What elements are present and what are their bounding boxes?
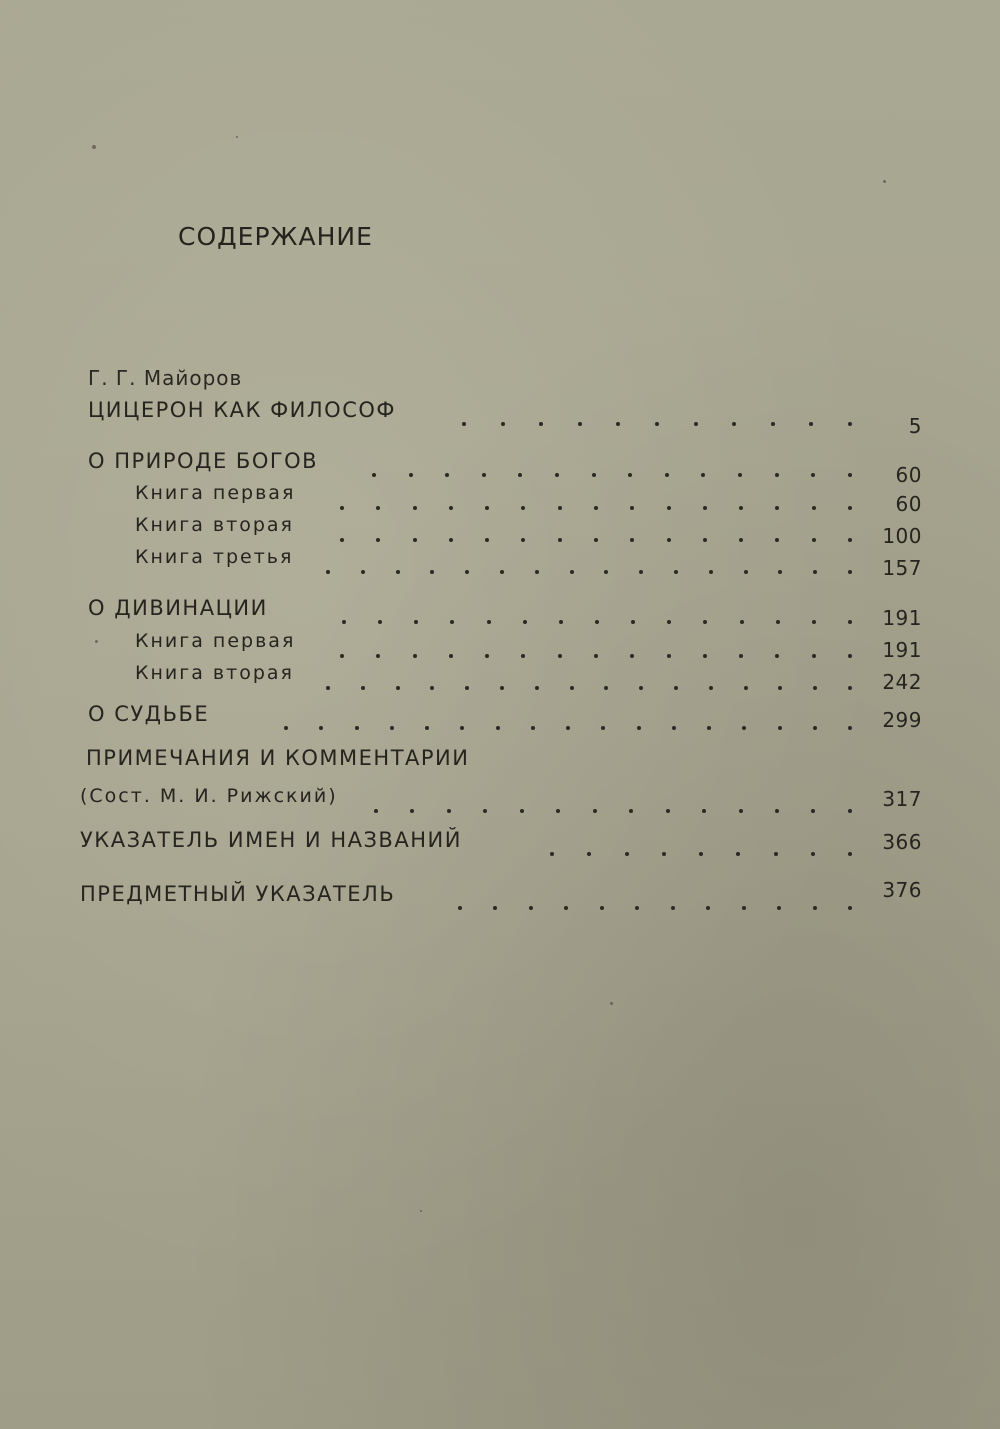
toc-entry-title: Книга вторая bbox=[135, 514, 294, 536]
toc-entry-title: Книга третья bbox=[135, 546, 294, 568]
paper-speck bbox=[420, 1210, 422, 1212]
toc-entry-title: (Сост. М. И. Рижский) bbox=[80, 785, 338, 807]
toc-entry-title: УКАЗАТЕЛЬ ИМЕН И НАЗВАНИЙ bbox=[80, 828, 462, 852]
dot-leader bbox=[340, 632, 852, 658]
dot-leader bbox=[374, 787, 852, 813]
toc-entry-title: ЦИЦЕРОН КАК ФИЛОСОФ bbox=[88, 398, 396, 422]
dot-leader bbox=[340, 516, 852, 542]
toc-entry-title: О ПРИРОДЕ БОГОВ bbox=[88, 449, 319, 473]
dot-leader bbox=[372, 451, 852, 477]
toc-entry-title: ПРЕДМЕТНЫЙ УКАЗАТЕЛЬ bbox=[80, 882, 396, 906]
toc-entry bbox=[0, 630, 1000, 664]
dot-leader bbox=[342, 598, 852, 624]
toc-entry bbox=[0, 828, 1000, 862]
contents-heading: СОДЕРЖАНИЕ bbox=[178, 222, 373, 251]
toc-entry bbox=[0, 662, 1000, 696]
toc-entry bbox=[0, 596, 1000, 630]
toc-entry-page: 366 bbox=[882, 830, 922, 854]
toc-entry-page: 191 bbox=[882, 606, 922, 630]
toc-entry-page: 299 bbox=[882, 708, 922, 732]
toc-entry-page: 60 bbox=[895, 463, 922, 487]
toc-entry-page: 376 bbox=[882, 878, 922, 902]
toc-entry bbox=[0, 449, 1000, 487]
paper-speck bbox=[610, 1002, 613, 1005]
toc-entry bbox=[0, 546, 1000, 580]
toc-entry bbox=[0, 878, 1000, 916]
toc-entry bbox=[0, 746, 1000, 780]
paper-speck bbox=[92, 145, 96, 149]
toc-entry-page: 60 bbox=[895, 492, 922, 516]
toc-entry-title: ПРИМЕЧАНИЯ И КОММЕНТАРИИ bbox=[86, 746, 470, 770]
toc-entry bbox=[0, 785, 1000, 819]
toc-entry-title: О СУДЬБЕ bbox=[88, 702, 210, 726]
dot-leader bbox=[340, 484, 852, 510]
toc-entry-title: О ДИВИНАЦИИ bbox=[88, 596, 268, 620]
dot-leader bbox=[550, 830, 852, 856]
dot-leader bbox=[326, 664, 852, 690]
toc-entry-title: Книга первая bbox=[135, 482, 296, 504]
toc-entry bbox=[0, 398, 1000, 438]
toc-entry bbox=[0, 702, 1000, 736]
paper-speck bbox=[95, 640, 98, 643]
toc-entry-page: 317 bbox=[882, 787, 922, 811]
dot-leader bbox=[326, 548, 852, 574]
toc-entry-page: 157 bbox=[882, 556, 922, 580]
dot-leader bbox=[284, 704, 852, 730]
paper-speck bbox=[236, 136, 238, 138]
toc-entry-page: 191 bbox=[882, 638, 922, 662]
paper-speck bbox=[883, 180, 886, 183]
toc-entry-page: 242 bbox=[882, 670, 922, 694]
toc-entry-page: 100 bbox=[882, 524, 922, 548]
dot-leader bbox=[462, 400, 852, 426]
dot-leader bbox=[458, 884, 852, 910]
toc-entry-title: Книга первая bbox=[135, 630, 296, 652]
toc-entry-page: 5 bbox=[908, 414, 922, 438]
essay-author: Г. Г. Майоров bbox=[88, 366, 243, 390]
toc-entry bbox=[0, 514, 1000, 548]
toc-entry-title: Книга вторая bbox=[135, 662, 294, 684]
toc-entry bbox=[0, 482, 1000, 516]
